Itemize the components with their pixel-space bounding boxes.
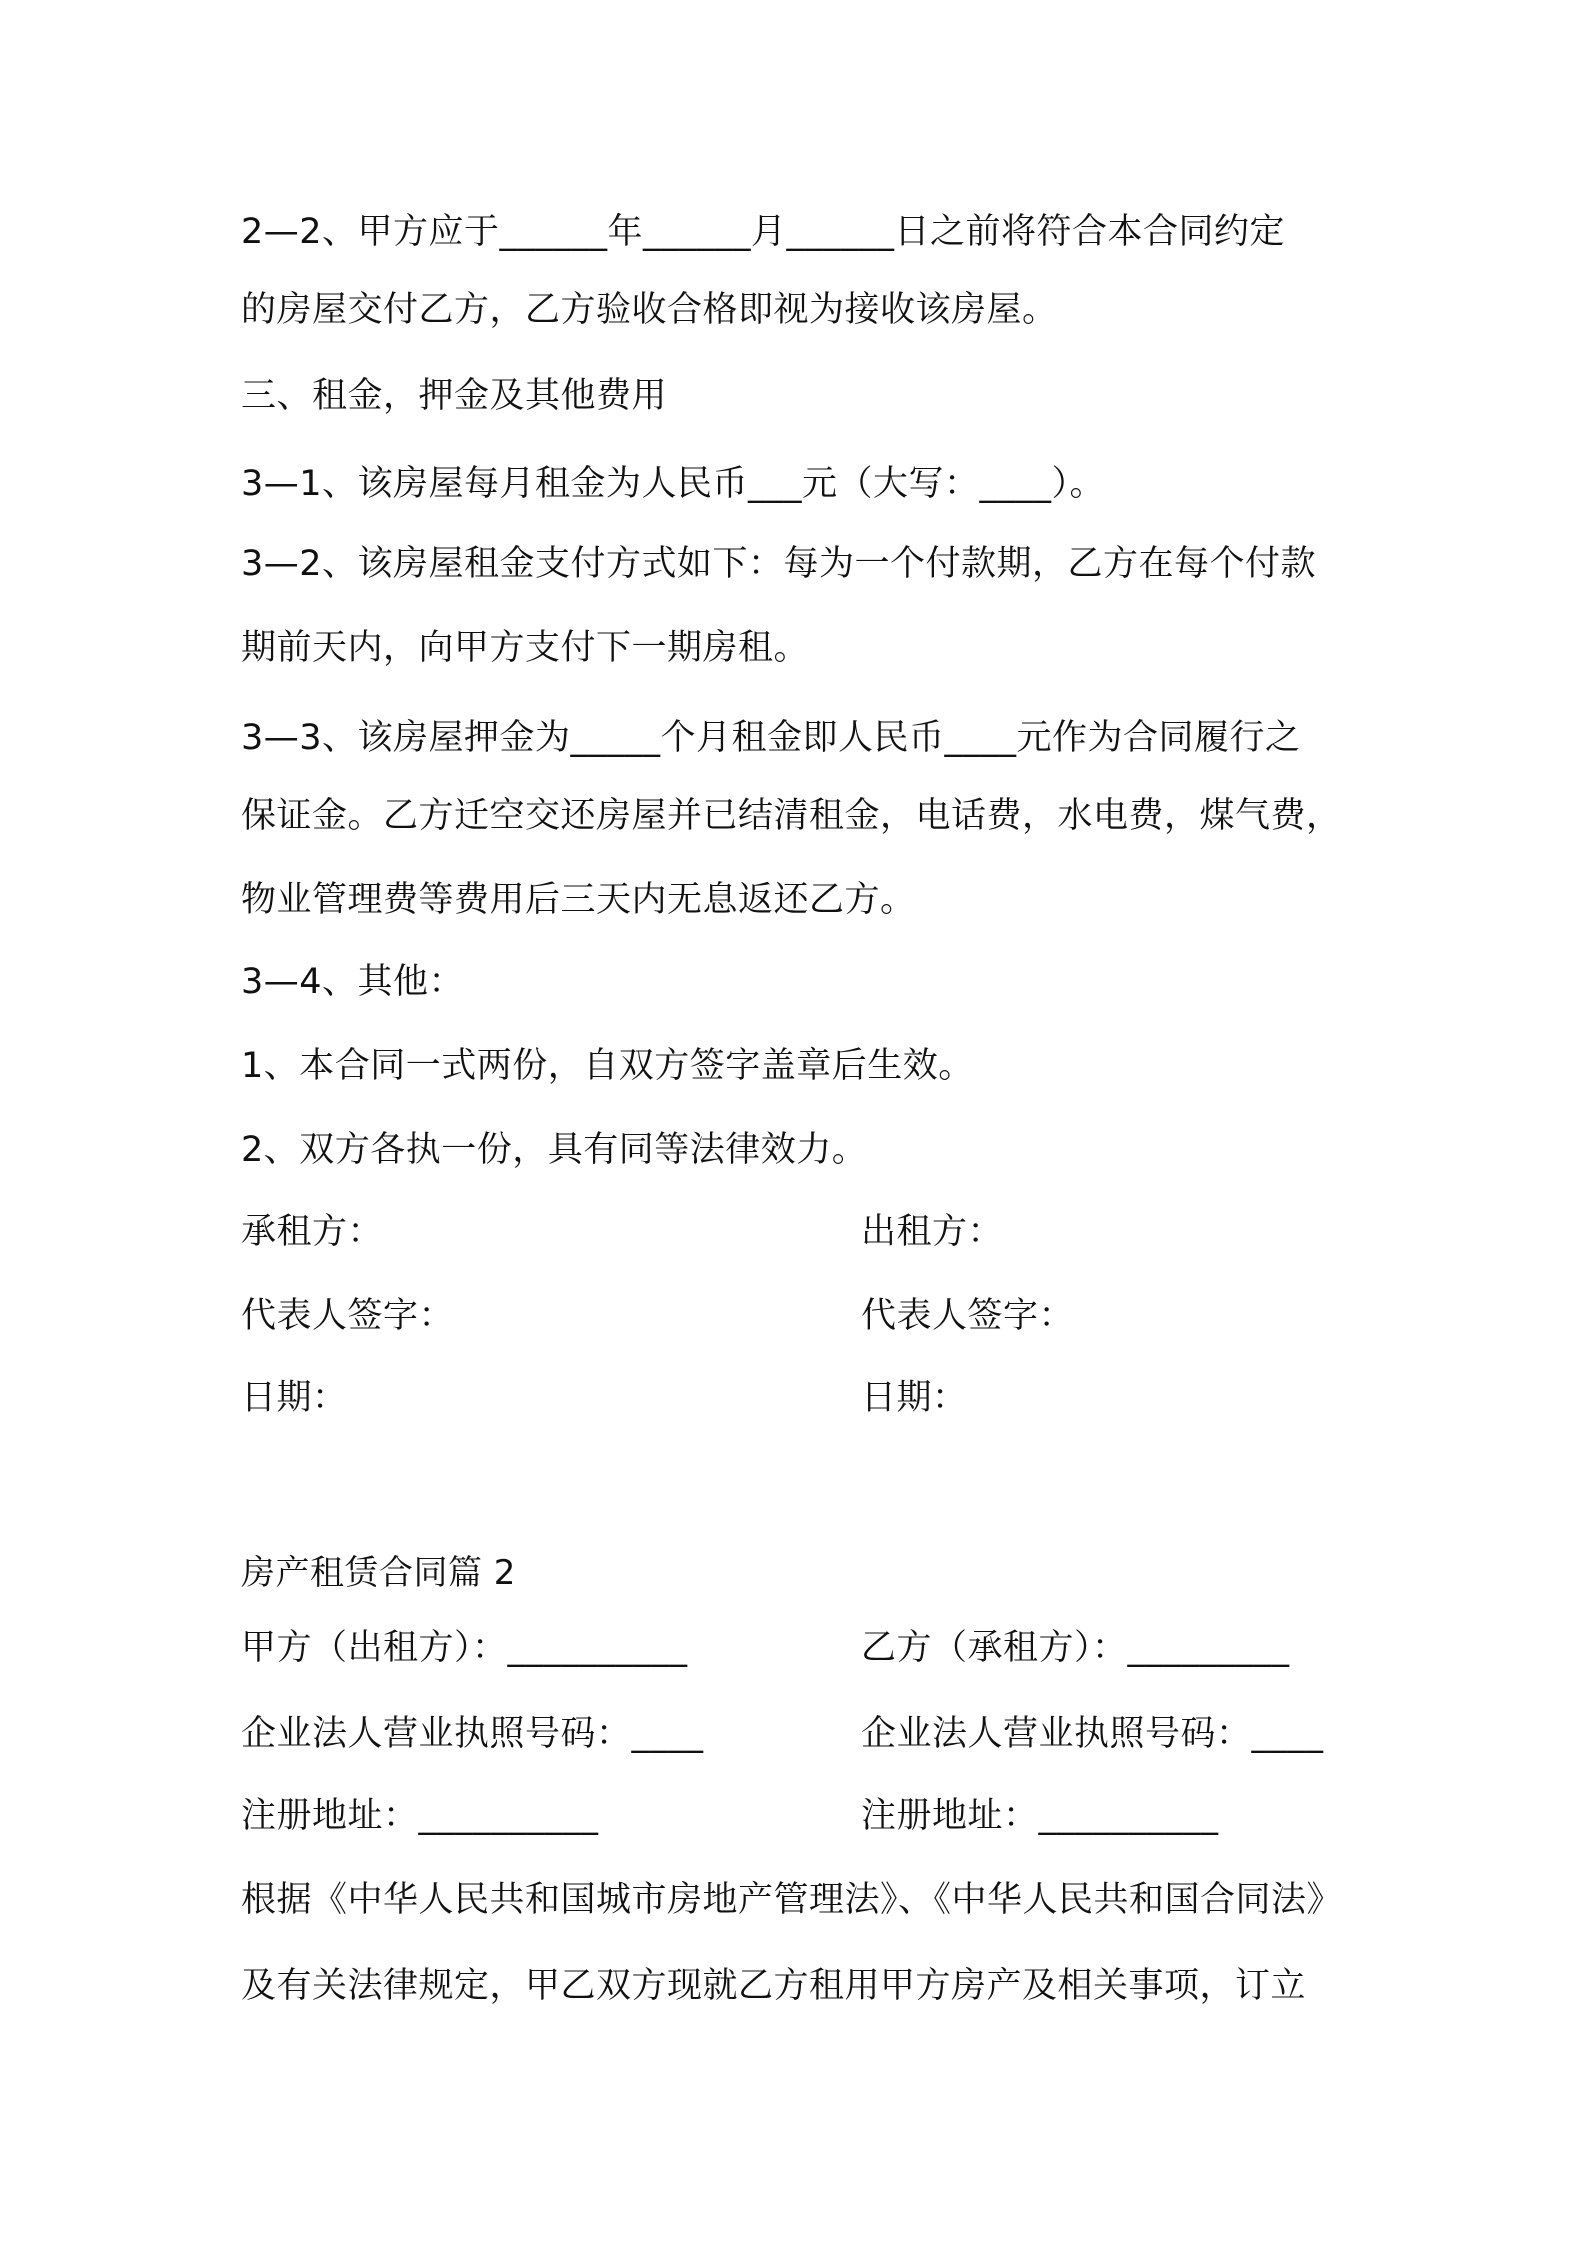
- section-3-heading: 三、租金，押金及其他费用: [241, 376, 668, 416]
- clause-3-3-line-3: 物业管理费等费用后三天内无息返还乙方。: [241, 880, 916, 920]
- signature-lessee-label: 承租方：: [241, 1212, 384, 1252]
- closing-line-1: 根据《中华人民共和国城市房地产管理法》、《中华人民共和国合同法》: [241, 1880, 1343, 1920]
- signature-lessee-representative: 代表人签字：: [241, 1296, 455, 1336]
- section2-title: 房产租赁合同篇 2: [241, 1553, 516, 1593]
- clause-3-3-line-2: 保证金。乙方迁空交还房屋并已结清租金，电话费，水电费，煤气费，: [241, 796, 1342, 836]
- clause-2-2-line-1: 2—2、甲方应于______年______月______日之前将符合本合同约定: [241, 212, 1286, 252]
- signature-lessee-date: 日期：: [241, 1378, 348, 1418]
- clause-3-2-line-1: 3—2、该房屋租金支付方式如下：每为一个付款期，乙方在每个付款: [241, 544, 1317, 584]
- party-a-address: 注册地址：__________: [241, 1796, 599, 1836]
- clause-2-2-line-2: 的房屋交付乙方，乙方验收合格即视为接收该房屋。: [241, 290, 1058, 330]
- party-a-license: 企业法人营业执照号码：____: [241, 1714, 704, 1754]
- clause-3-1: 3—1、该房屋每月租金为人民币___元（大写：____）。: [241, 464, 1106, 504]
- party-b-address: 注册地址：__________: [861, 1796, 1219, 1836]
- signature-lessor-representative: 代表人签字：: [861, 1296, 1075, 1336]
- signature-lessor-label: 出租方：: [861, 1212, 1004, 1252]
- other-item-2: 2、双方各执一份，具有同等法律效力。: [241, 1130, 868, 1170]
- party-a-name: 甲方（出租方）：__________: [241, 1628, 688, 1668]
- other-item-1: 1、本合同一式两份，自双方签字盖章后生效。: [241, 1046, 974, 1086]
- clause-3-3-line-1: 3—3、该房屋押金为_____个月租金即人民币____元作为合同履行之: [241, 718, 1301, 758]
- closing-line-2: 及有关法律规定，甲乙双方现就乙方租用甲方房产及相关事项，订立: [241, 1966, 1307, 2006]
- clause-3-4: 3—4、其他：: [241, 962, 465, 1002]
- party-b-license: 企业法人营业执照号码：____: [861, 1714, 1324, 1754]
- signature-lessor-date: 日期：: [861, 1378, 968, 1418]
- party-b-name: 乙方（承租方）：_________: [861, 1628, 1290, 1668]
- clause-3-2-line-2: 期前天内，向甲方支付下一期房租。: [241, 628, 810, 668]
